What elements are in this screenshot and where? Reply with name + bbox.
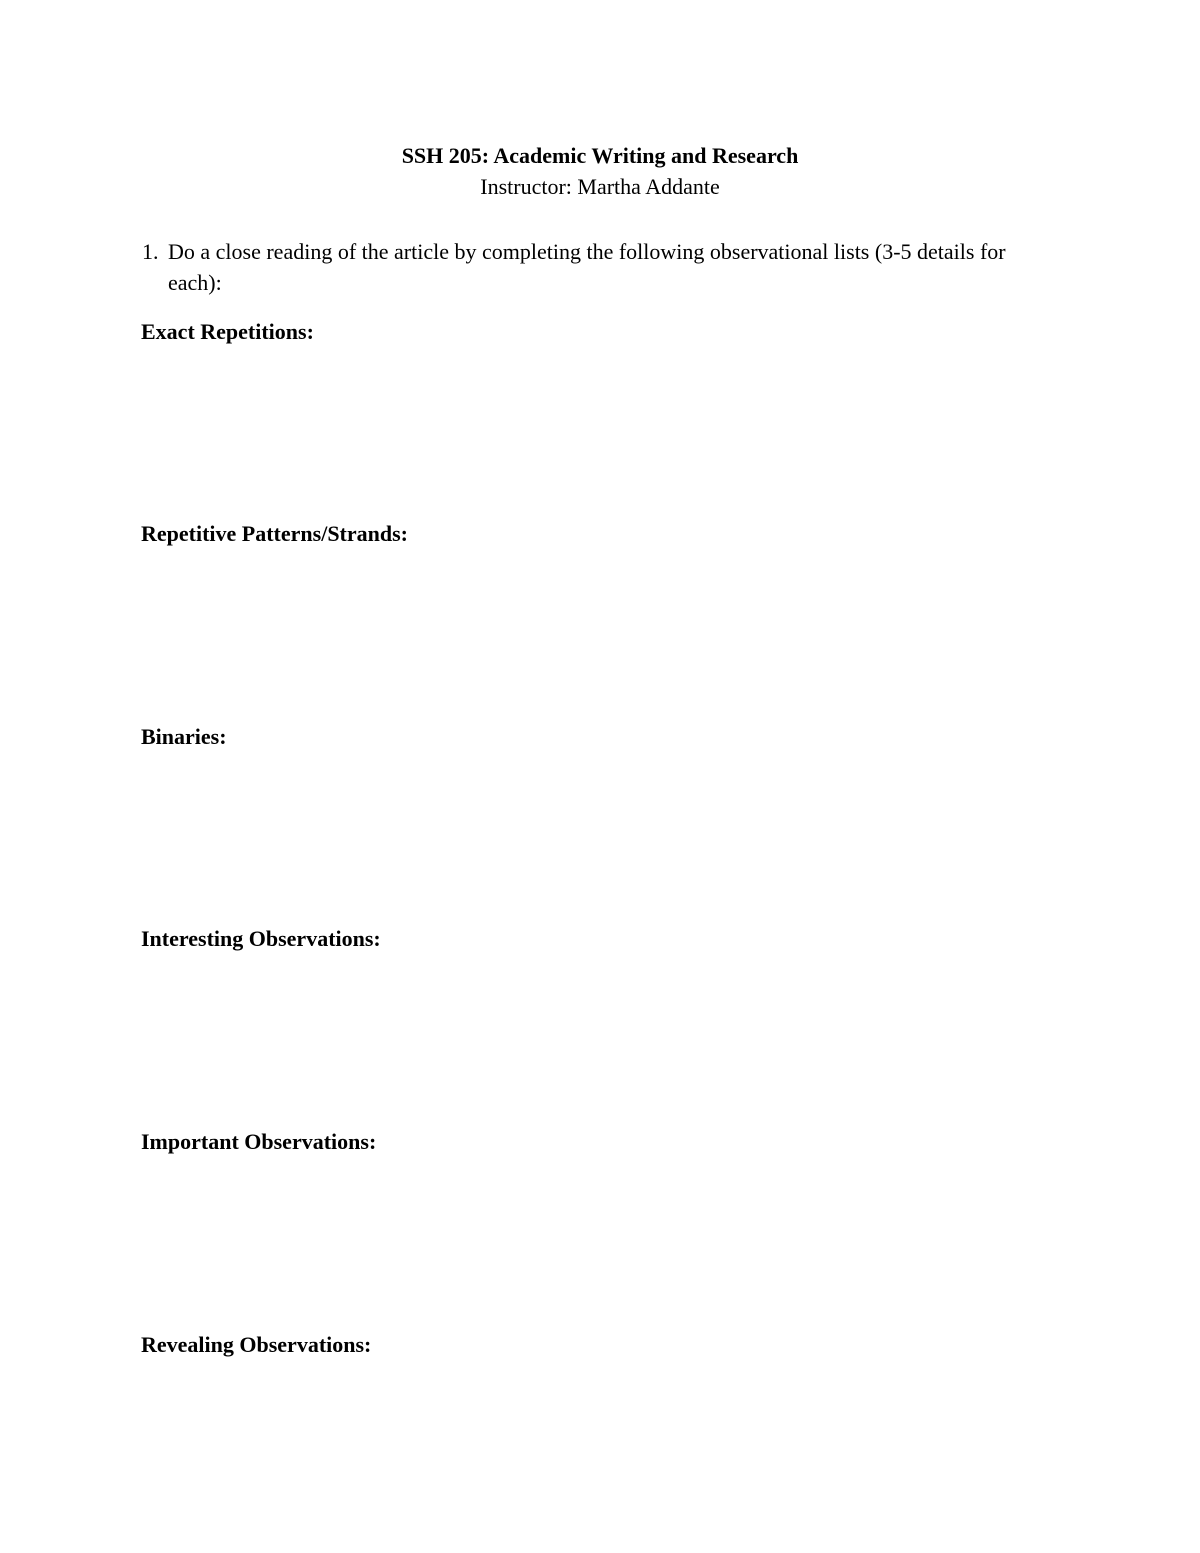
section-heading-interesting-observations: Interesting Observations: <box>141 926 381 951</box>
course-title: SSH 205: Academic Writing and Research <box>401 143 799 168</box>
section-heading-binaries: Binaries: <box>141 724 227 749</box>
instruction-item <box>142 236 1042 298</box>
section-heading-exact-repetitions: Exact Repetitions: <box>141 319 314 344</box>
section-heading-important-observations: Important Observations: <box>141 1129 377 1154</box>
instruction-text: Do a close reading of the article by completing the following observational lists (3-5 details for each): <box>168 239 1006 295</box>
instruction-number: 1. <box>142 239 159 264</box>
instructor-line: Instructor: Martha Addante <box>480 174 720 199</box>
section-heading-repetitive-patterns: Repetitive Patterns/Strands: <box>141 521 409 546</box>
section-heading-revealing-observations: Revealing Observations: <box>141 1332 372 1357</box>
